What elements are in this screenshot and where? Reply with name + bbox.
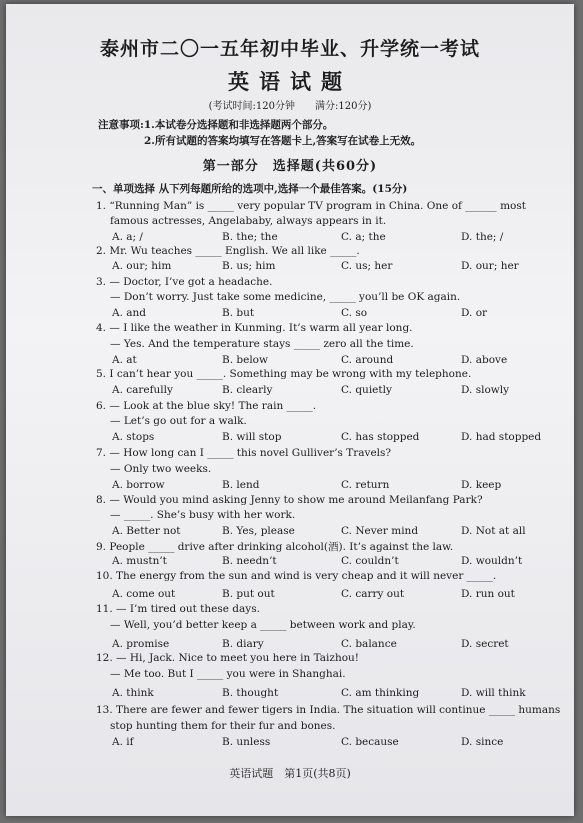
question-6-option-B: B. will stop bbox=[222, 431, 282, 443]
question-3-line-1: 3. — Doctor, I’ve got a headache. bbox=[96, 276, 273, 288]
question-4-line-1: 4. — I like the weather in Kunming. It’s warm all year long. bbox=[96, 322, 413, 334]
question-10-option-B: B. put out bbox=[222, 588, 275, 600]
question-5-option-C: C. quietly bbox=[341, 384, 392, 396]
question-10-line-1: 10. The energy from the sun and wind is very cheap and it will never _____. bbox=[96, 570, 497, 582]
question-3-line-2: — Don’t worry. Just take some medicine, _____ you’ll be OK again. bbox=[110, 291, 461, 303]
question-11-option-A: A. promise bbox=[112, 638, 170, 650]
question-11-option-D: D. secret bbox=[461, 638, 509, 650]
exam-title: 泰州市二〇一五年初中毕业、升学统一考试 bbox=[99, 38, 480, 60]
question-5-option-B: B. clearly bbox=[222, 384, 273, 396]
question-1-line-1: 1. “Running Man” is _____ very popular TV program in China. One of ______ most bbox=[96, 200, 526, 212]
question-6-line-2: — Let’s go out for a walk. bbox=[110, 415, 247, 427]
question-11-option-C: C. balance bbox=[341, 638, 397, 650]
exam-paper bbox=[6, 4, 574, 816]
part-title: 第一部分 选择题(共60分) bbox=[202, 159, 378, 174]
question-4-option-D: D. above bbox=[461, 354, 508, 366]
question-4-line-2: — Yes. And the temperature stays _____ zero all the time. bbox=[110, 338, 414, 350]
question-13-option-C: C. because bbox=[341, 736, 399, 748]
question-6-option-C: C. has stopped bbox=[341, 431, 420, 443]
question-1-option-A: A. a; / bbox=[112, 231, 143, 243]
question-3-option-C: C. so bbox=[341, 307, 368, 319]
subject-title: 英语试题 bbox=[228, 69, 352, 94]
question-1-option-B: B. the; the bbox=[222, 231, 278, 243]
question-8-line-1: 8. — Would you mind asking Jenny to show me around Meilanfang Park? bbox=[96, 494, 483, 506]
question-9-option-C: C. couldn’t bbox=[341, 555, 399, 567]
question-11-option-B: B. diary bbox=[222, 638, 264, 650]
question-10-option-A: A. come out bbox=[112, 588, 176, 600]
question-13-option-D: D. since bbox=[461, 736, 504, 748]
question-8-option-D: D. Not at all bbox=[461, 525, 526, 537]
question-8-line-2: — _____. She’s busy with her work. bbox=[110, 509, 296, 521]
question-13-line-2: stop hunting them for their fur and bones. bbox=[110, 720, 336, 732]
question-13-option-B: B. unless bbox=[222, 736, 271, 748]
question-5-option-D: D. slowly bbox=[461, 384, 510, 396]
question-1-line-2: famous actresses, Angelababy, always appears in it. bbox=[110, 215, 387, 227]
section-title: 一、单项选择 从下列每题所给的选项中,选择一个最佳答案。(15分) bbox=[92, 183, 408, 195]
question-7-line-1: 7. — How long can I _____ this novel Gulliver’s Travels? bbox=[96, 447, 392, 459]
question-2-option-D: D. our; her bbox=[461, 260, 519, 272]
question-12-line-2: — Me too. But I _____ you were in Shanghai. bbox=[110, 668, 346, 680]
question-6-option-D: D. had stopped bbox=[461, 431, 542, 443]
question-4-option-B: B. below bbox=[222, 354, 268, 366]
question-3-option-A: A. and bbox=[112, 307, 147, 319]
question-4-option-A: A. at bbox=[112, 354, 137, 366]
question-9-line-1: 9. People _____ drive after drinking alcohol(酒). It’s against the law. bbox=[96, 541, 454, 553]
question-13-option-A: A. if bbox=[112, 736, 134, 748]
question-2-option-B: B. us; him bbox=[222, 260, 276, 272]
question-1-option-C: C. a; the bbox=[341, 231, 386, 243]
question-2-option-A: A. our; him bbox=[112, 260, 172, 272]
question-8-option-B: B. Yes, please bbox=[222, 525, 295, 537]
question-7-line-2: — Only two weeks. bbox=[110, 463, 212, 475]
question-10-option-D: D. run out bbox=[461, 588, 515, 600]
question-9-option-D: D. wouldn’t bbox=[461, 555, 523, 567]
page-footer: 英语试题 第1页(共8页) bbox=[229, 767, 351, 780]
question-12-option-D: D. will think bbox=[461, 687, 526, 699]
question-3-option-B: B. but bbox=[222, 307, 255, 319]
question-13-line-1: 13. There are fewer and fewer tigers in India. The situation will continue _____ humans bbox=[96, 704, 561, 716]
question-11-line-1: 11. — I’m tired out these days. bbox=[96, 603, 260, 615]
question-5-option-A: A. carefully bbox=[112, 384, 173, 396]
question-7-option-B: B. lend bbox=[222, 479, 260, 491]
question-12-option-B: B. thought bbox=[222, 687, 279, 699]
question-4-option-C: C. around bbox=[341, 354, 394, 366]
question-12-line-1: 12. — Hi, Jack. Nice to meet you here in Taizhou! bbox=[96, 652, 360, 664]
question-2-option-C: C. us; her bbox=[341, 260, 393, 272]
notice-line-1: 注意事项:1.本试卷分选择题和非选择题两个部分。 bbox=[98, 119, 334, 131]
question-8-option-C: C. Never mind bbox=[341, 525, 419, 537]
question-7-option-A: A. borrow bbox=[112, 479, 165, 491]
question-11-line-2: — Well, you’d better keep a _____ between work and play. bbox=[110, 619, 416, 631]
question-3-option-D: D. or bbox=[461, 307, 488, 319]
question-10-option-C: C. carry out bbox=[341, 588, 405, 600]
question-9-option-A: A. mustn’t bbox=[112, 555, 167, 567]
question-8-option-A: A. Better not bbox=[112, 525, 181, 537]
question-1-option-D: D. the; / bbox=[461, 231, 504, 243]
question-12-option-C: C. am thinking bbox=[341, 687, 420, 699]
notice-line-2: 2.所有试题的答案均填写在答题卡上,答案写在试卷上无效。 bbox=[144, 135, 422, 147]
question-7-option-D: D. keep bbox=[461, 479, 502, 491]
question-12-option-A: A. think bbox=[112, 687, 154, 699]
question-9-option-B: B. needn’t bbox=[222, 555, 277, 567]
question-7-option-C: C. return bbox=[341, 479, 390, 491]
question-6-option-A: A. stops bbox=[112, 431, 155, 443]
question-6-line-1: 6. — Look at the blue sky! The rain _____. bbox=[96, 400, 317, 412]
exam-info: (考试时间:120分钟 满分:120分) bbox=[208, 101, 372, 112]
question-5-line-1: 5. I can’t hear you _____. Something may be wrong with my telephone. bbox=[96, 368, 472, 380]
question-2-line-1: 2. Mr. Wu teaches _____ English. We all like _____. bbox=[96, 245, 360, 257]
